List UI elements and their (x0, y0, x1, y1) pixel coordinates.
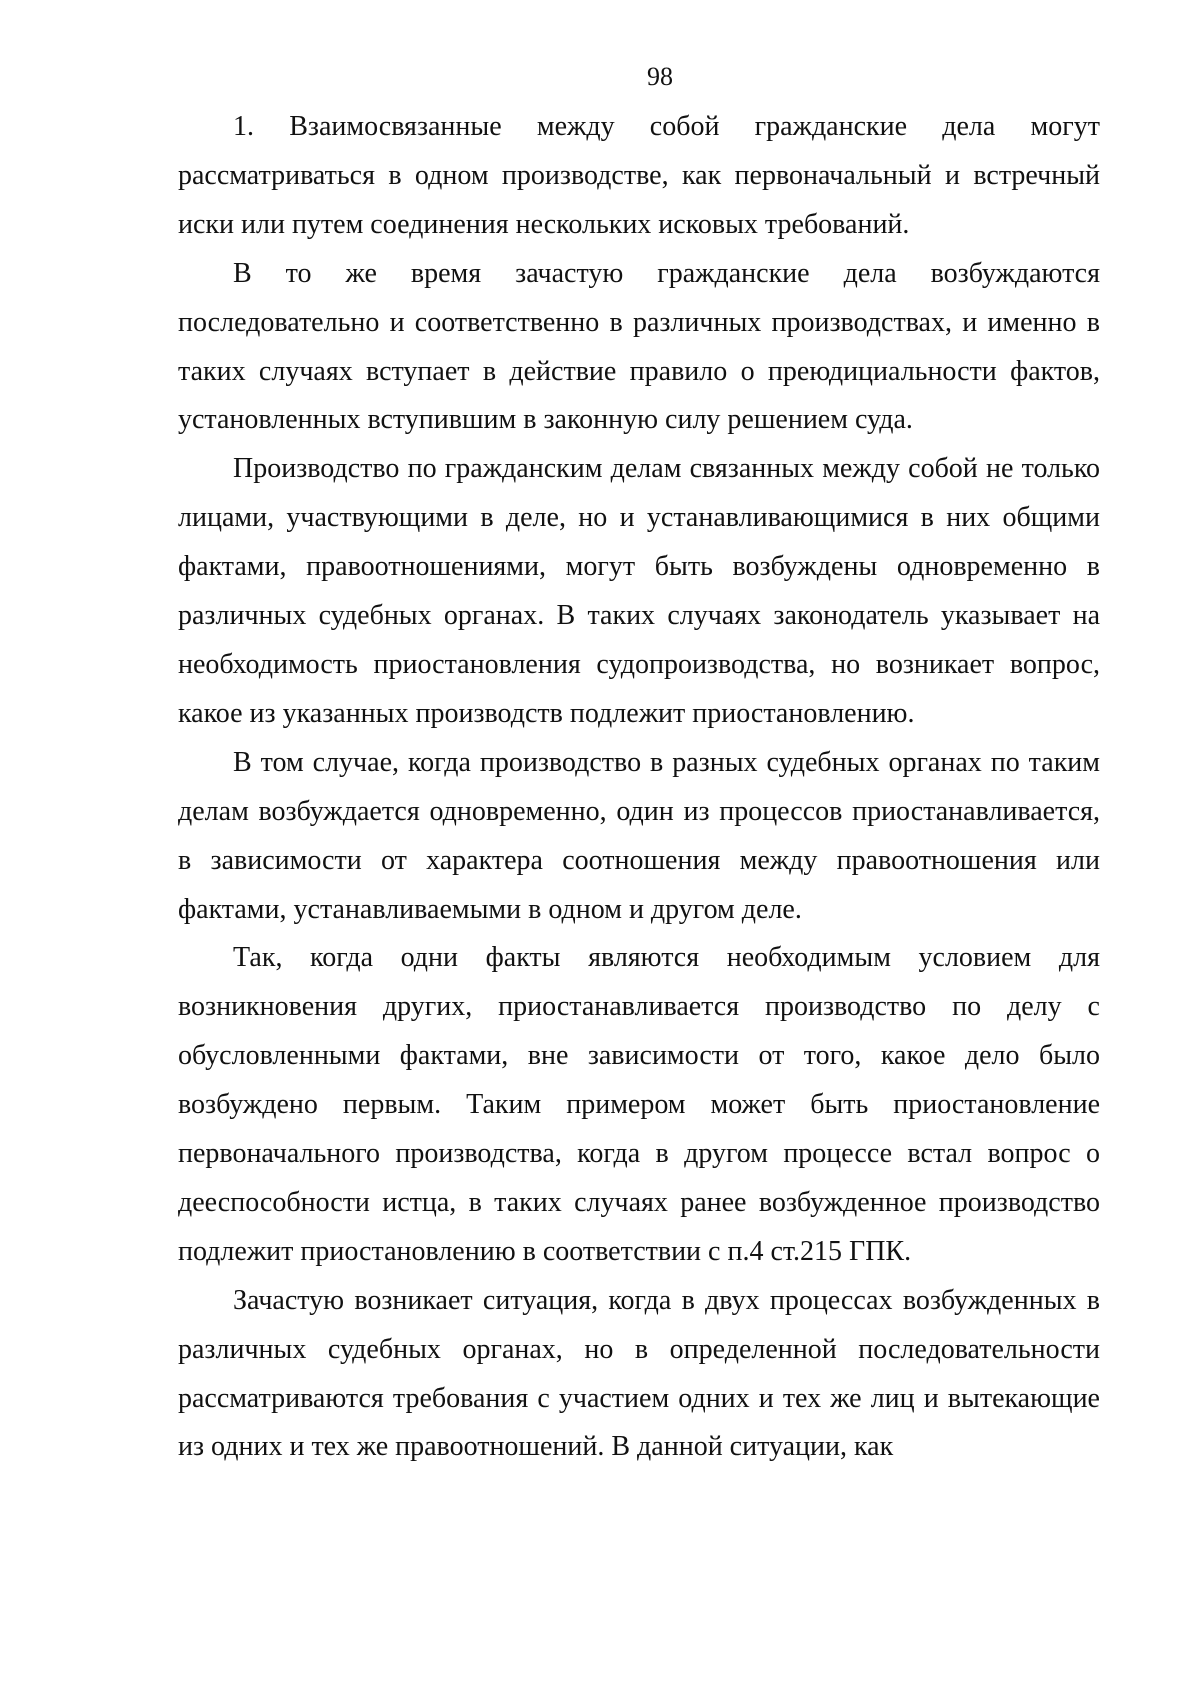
page-number: 98 (647, 62, 673, 91)
paragraph-4: В том случае, когда производство в разных судебных органах по таким делам возбуждается одновременно, один из процессов приостанавливается, в зависимости от характера соотношения между правоотношения или фактами, устанавливаемыми в одном и другом деле. (178, 746, 1100, 925)
paragraph-5: Так, когда одни факты являются необходимым условием для возникновения других, приостанавливается производство по делу с обусловленными фактами, вне зависимости от того, какое дело было возбуждено первым. Таким примером может быть приостановление первоначального производства, когда в другом процессе встал вопрос о дееспособности истца, в таких случаях ранее возбужденное производство подлежит приостановлению в соответствии с п.4 ст.215 ГПК. (178, 942, 1100, 1267)
paragraph-2: В то же время зачастую гражданские дела возбуждаются последовательно и соответственно в различных производствах, и именно в таких случаях вступает в действие правило о преюдициальности фактов, установленных вступившим в законную силу решением суда. (178, 257, 1100, 436)
paragraph-6: Зачастую возникает ситуация, когда в двух процессах возбужденных в различных судебных органах, но в определенной последовательности рассматриваются требования с участием одних и тех же лиц и вытекающие из одних и тех же правоотношений. В данной ситуации, как (178, 1284, 1100, 1463)
paragraph-3: Производство по гражданским делам связанных между собой не только лицами, участвующими в деле, но и устанавливающимися в них общими фактами, правоотношениями, могут быть возбуждены одновременно в различных судебных органах. В таких случаях законодатель указывает на необходимость приостановления судопроизводства, но возникает вопрос, какое из указанных производств подлежит приостановлению. (178, 453, 1100, 729)
document-body (178, 103, 1100, 1472)
paragraph-1: 1. Взаимосвязанные между собой гражданские дела могут рассматриваться в одном производстве, как первоначальный и встречный иски или путем соединения нескольких исковых требований. (178, 111, 1100, 240)
